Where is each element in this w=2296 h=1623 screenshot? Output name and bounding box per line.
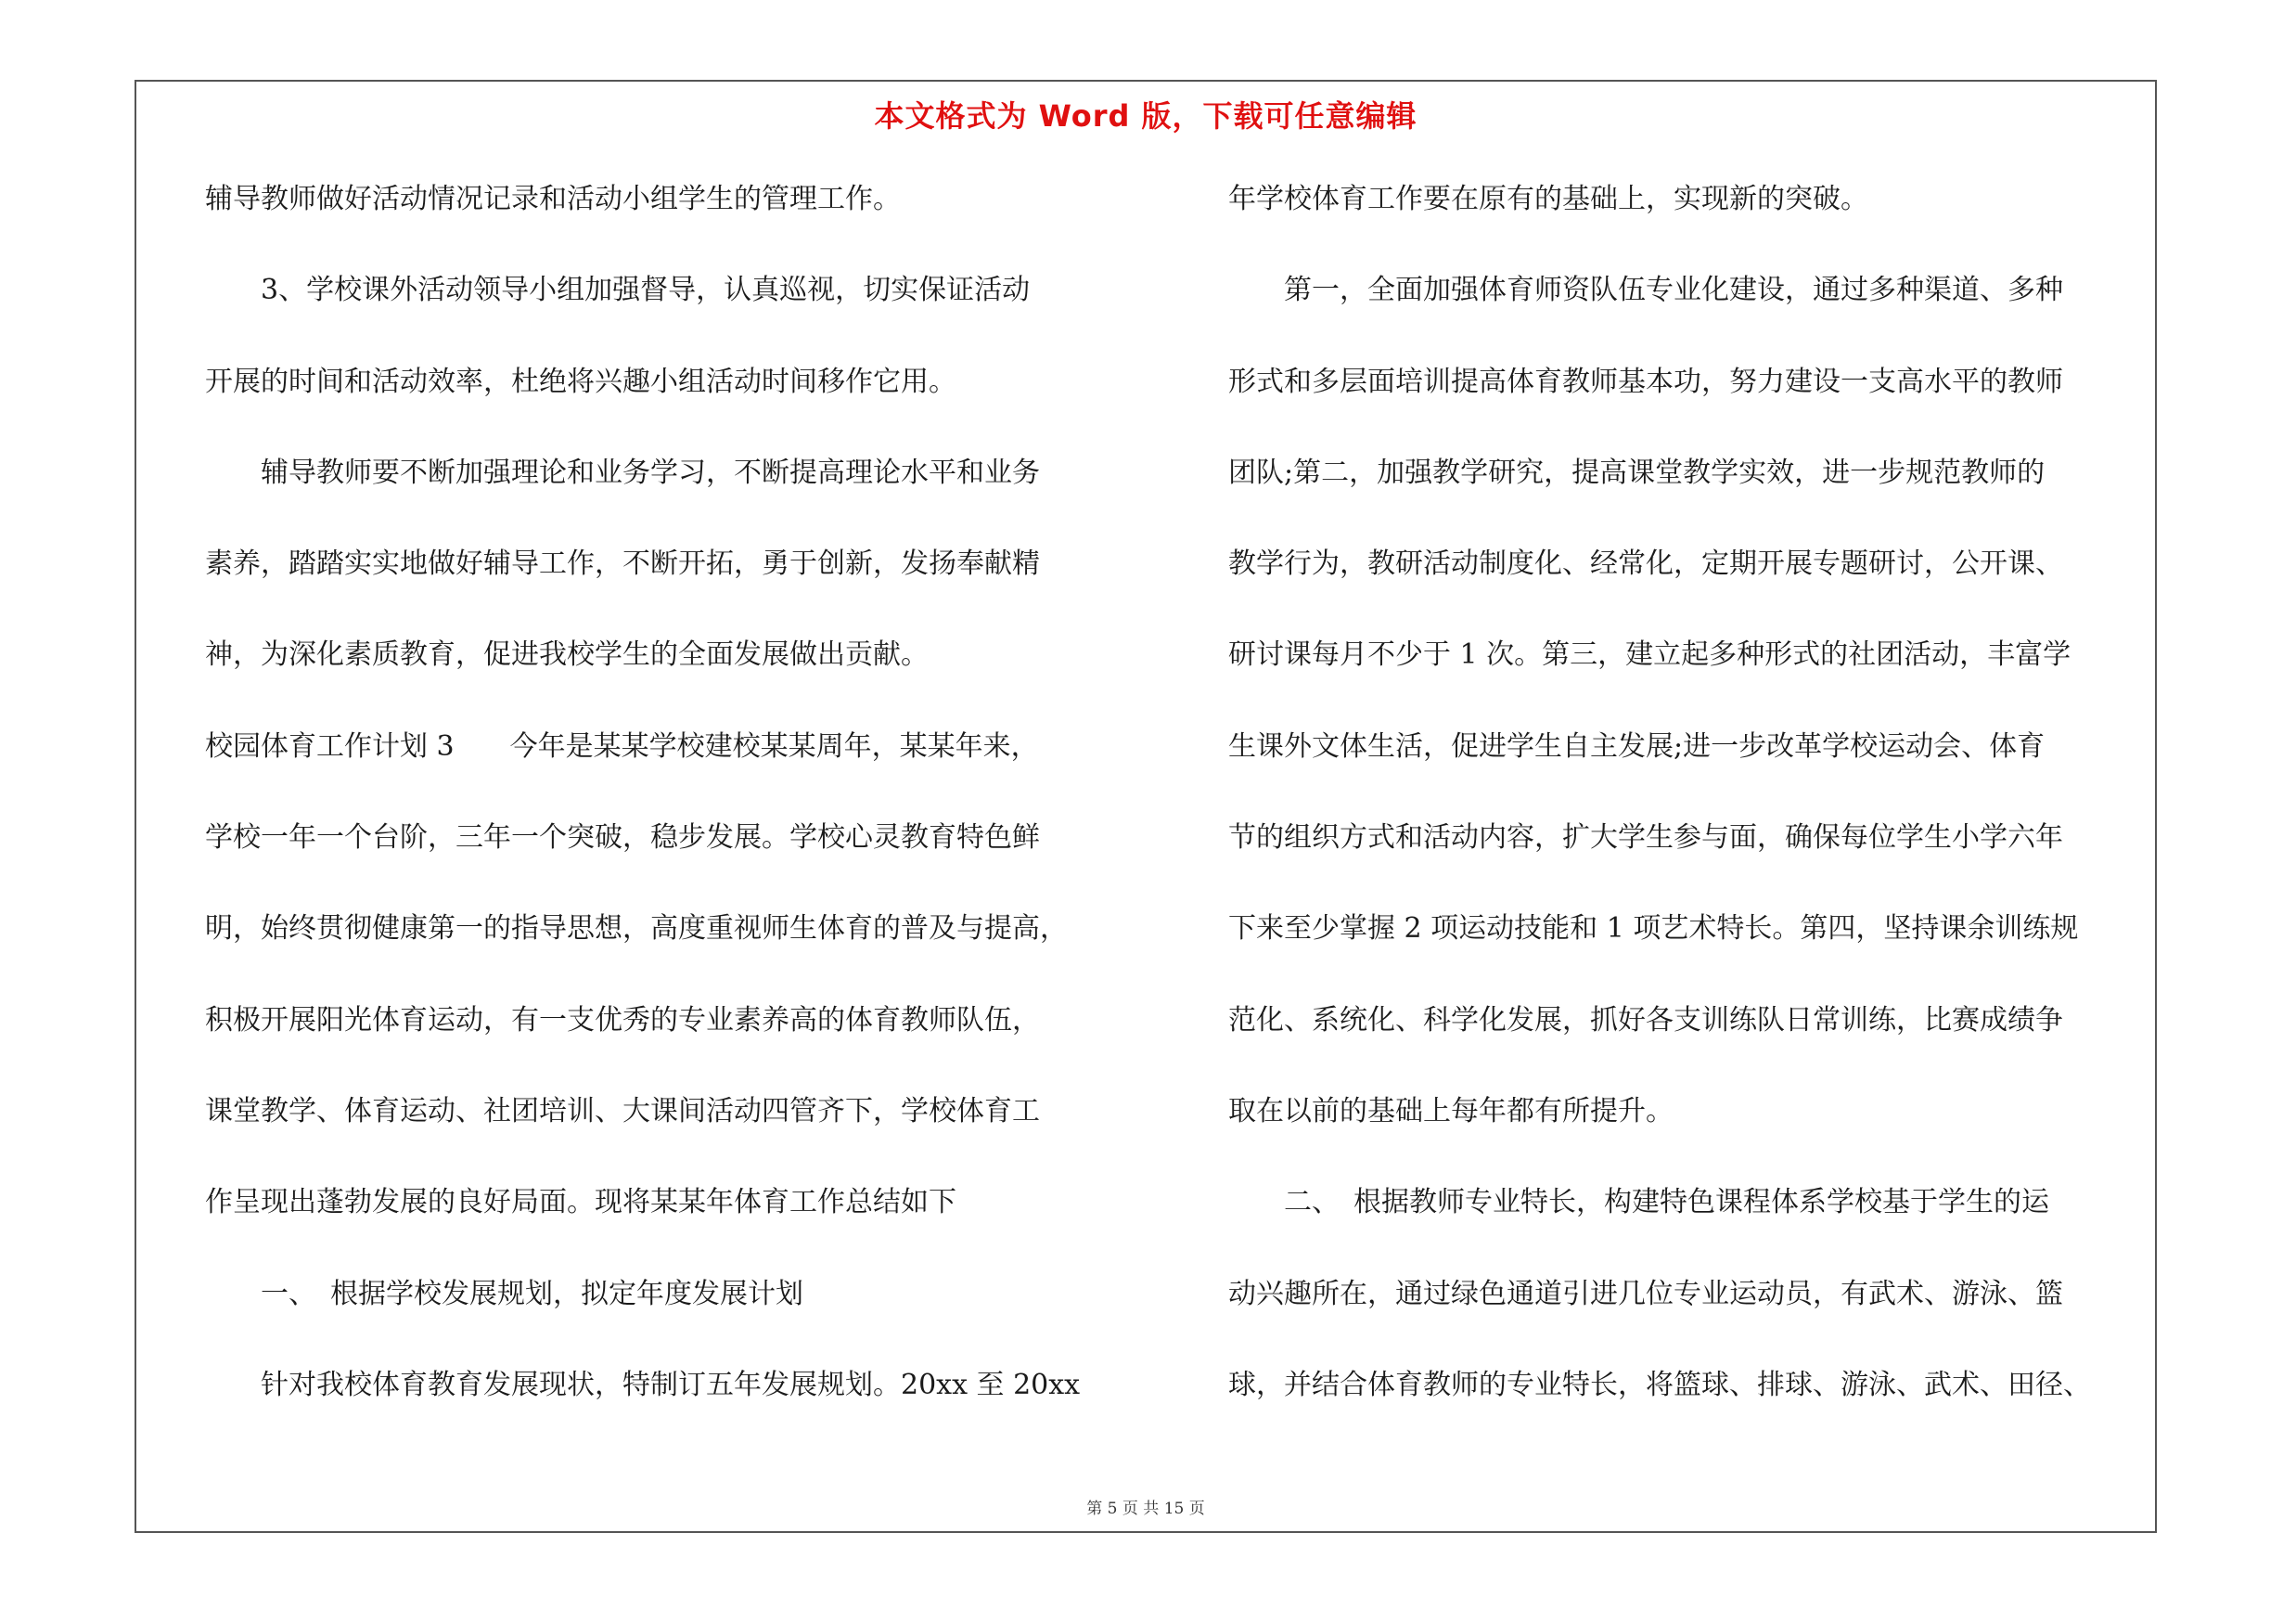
text-line: 第一，全面加强体育师资队伍专业化建设，通过多种渠道、多种 bbox=[1228, 274, 2063, 307]
text-line: 研讨课每月不少于 1 次。第三，建立起多种形式的社团活动，丰富学 bbox=[1228, 638, 2072, 672]
text-line: 范化、系统化、科学化发展，抓好各支训练队日常训练，比赛成绩争 bbox=[1228, 1003, 2063, 1037]
text-line: 生课外文体生活，促进学生自主发展;进一步改革学校运动会、体育 bbox=[1228, 729, 2046, 763]
text-line: 团队;第二，加强教学研究，提高课堂教学实效，进一步规范教师的 bbox=[1228, 456, 2046, 489]
text-line: 作呈现出蓬勃发展的良好局面。现将某某年体育工作总结如下 bbox=[205, 1186, 956, 1219]
text-line: 校园体育工作计划 3 今年是某某学校建校某某周年，某某年来， bbox=[205, 729, 1039, 763]
text-line: 素养，踏踏实实地做好辅导工作，不断开拓，勇于创新，发扬奉献精 bbox=[205, 547, 1040, 581]
text-line: 形式和多层面培训提高体育教师基本功，努力建设一支高水平的教师 bbox=[1228, 365, 2063, 398]
text-line: 神，为深化素质教育，促进我校学生的全面发展做出贡献。 bbox=[205, 638, 929, 672]
text-line: 节的组织方式和活动内容，扩大学生参与面，确保每位学生小学六年 bbox=[1228, 821, 2063, 855]
text-line: 下来至少掌握 2 项运动技能和 1 项艺术特长。第四，坚持课余训练规 bbox=[1228, 912, 2079, 946]
text-line: 球，并结合体育教师的专业特长，将篮球、排球、游泳、武术、田径、 bbox=[1228, 1368, 2091, 1401]
text-line: 辅导教师做好活动情况记录和活动小组学生的管理工作。 bbox=[205, 183, 901, 215]
text-line: 明，始终贯彻健康第一的指导思想，高度重视师生体育的普及与提高， bbox=[205, 912, 1068, 946]
text-line: 一、 根据学校发展规划，拟定年度发展计划 bbox=[205, 1277, 803, 1310]
text-line: 3、学校课外活动领导小组加强督导，认真巡视，切实保证活动 bbox=[205, 274, 1031, 307]
text-line: 针对我校体育教育发展现状，特制订五年发展规划。20xx 至 20xx bbox=[205, 1368, 1081, 1401]
text-line: 学校一年一个台阶，三年一个突破，稳步发展。学校心灵教育特色鲜 bbox=[205, 821, 1040, 855]
left-text-column bbox=[205, 154, 1151, 1431]
text-line: 年学校体育工作要在原有的基础上，实现新的突破。 bbox=[1228, 183, 1868, 215]
text-line: 二、 根据教师专业特长，构建特色课程体系学校基于学生的运 bbox=[1228, 1186, 2049, 1219]
document-page bbox=[135, 80, 2157, 1533]
text-line: 教学行为，教研活动制度化、经常化，定期开展专题研讨，公开课、 bbox=[1228, 547, 2063, 581]
text-line: 动兴趣所在，通过绿色通道引进几位专业运动员，有武术、游泳、篮 bbox=[1228, 1277, 2063, 1310]
text-line: 积极开展阳光体育运动，有一支优秀的专业素养高的体育教师队伍， bbox=[205, 1003, 1040, 1037]
right-text-column bbox=[1228, 154, 2165, 1431]
text-line: 课堂教学、体育运动、社团培训、大课间活动四管齐下，学校体育工 bbox=[205, 1094, 1040, 1127]
page-indicator: 第 5 页 共 15 页 bbox=[1086, 1500, 1205, 1518]
word-format-banner: 本文格式为 Word 版，下载可任意编辑 bbox=[874, 98, 1417, 134]
text-line: 取在以前的基础上每年都有所提升。 bbox=[1228, 1094, 1674, 1127]
text-line: 开展的时间和活动效率，杜绝将兴趣小组活动时间移作它用。 bbox=[205, 365, 956, 398]
text-line: 辅导教师要不断加强理论和业务学习，不断提高理论水平和业务 bbox=[205, 456, 1040, 489]
